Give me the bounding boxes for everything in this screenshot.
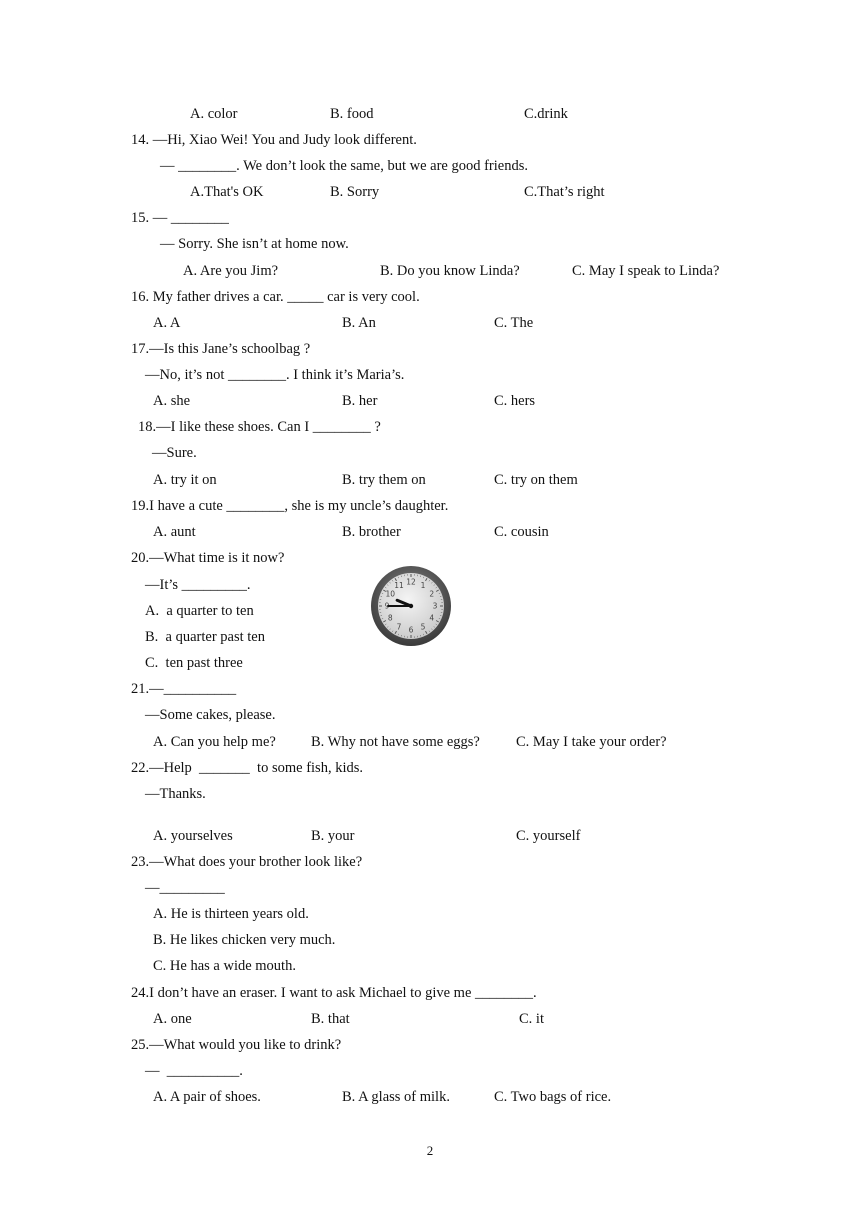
q20-response: ―It’s _________. [145, 577, 251, 593]
q18-option-c: C. try on them [494, 472, 578, 488]
q23-question: 23.—What does your brother look like? [131, 854, 363, 870]
q18-question: 18.—I like these shoes. Can I ________ ? [138, 419, 381, 435]
clock-center [409, 604, 413, 608]
q17-question: 17.—Is this Jane’s schoolbag ? [131, 341, 311, 357]
q13-option-a: A. color [190, 106, 238, 122]
q22-question: 22.—Help _______ to some fish, kids. [131, 760, 363, 776]
q16-option-a: A. A [153, 315, 181, 331]
q15-option-a: A. Are you Jim? [183, 263, 279, 279]
q15-option-c: C. May I speak to Linda? [572, 263, 720, 279]
q14-response: — ________. We don’t look the same, but we are good friends. [160, 158, 528, 174]
q15-response: — Sorry. She isn’t at home now. [160, 236, 349, 252]
q14-option-a: A.That's OK [190, 184, 264, 200]
q17-response: —No, it’s not ________. I think it’s Maria’s. [145, 367, 405, 383]
clock-image [370, 565, 452, 647]
q17-option-a: A. she [153, 393, 191, 409]
q18-response: —Sure. [152, 445, 197, 461]
q19-option-a: A. aunt [153, 524, 196, 540]
q23-response: —_________ [145, 880, 225, 896]
q14-question: 14. —Hi, Xiao Wei! You and Judy look different. [131, 132, 417, 148]
page-number: 2 [426, 1143, 434, 1158]
q21-option-b: B. Why not have some eggs? [311, 734, 480, 750]
q20-question: 20.―What time is it now? [131, 550, 285, 566]
q19-option-b: B. brother [342, 524, 401, 540]
q23-option-b: B. He likes chicken very much. [153, 932, 336, 948]
q21-question: 21.―__________ [131, 681, 237, 697]
q22-response: —Thanks. [145, 786, 206, 802]
clock-numeral: 12 [406, 577, 416, 587]
q19-option-c: C. cousin [494, 524, 549, 540]
clock-numeral: 1 [420, 580, 426, 590]
q25-option-a: A. A pair of shoes. [153, 1089, 261, 1105]
q22-option-b: B. your [311, 828, 355, 844]
q14-option-c: C.That’s right [524, 184, 605, 200]
clock-numeral: 4 [429, 613, 435, 623]
clock-numeral: 7 [396, 622, 402, 632]
clock-numeral: 9 [384, 601, 390, 611]
clock-numeral: 8 [387, 613, 393, 623]
q14-option-b: B. Sorry [330, 184, 380, 200]
clock-numeral: 5 [420, 622, 426, 632]
q13-option-b: B. food [330, 106, 374, 122]
q22-option-a: A. yourselves [153, 828, 233, 844]
q19-question: 19.I have a cute ________, she is my uncle’s daughter. [131, 498, 449, 514]
q17-option-c: C. hers [494, 393, 536, 409]
q18-option-a: A. try it on [153, 472, 217, 488]
q20-option-a: A. a quarter to ten [145, 603, 254, 619]
q25-question: 25.—What would you like to drink? [131, 1037, 342, 1053]
q18-option-b: B. try them on [342, 472, 426, 488]
q23-option-a: A. He is thirteen years old. [153, 906, 309, 922]
q25-response: — __________. [145, 1063, 243, 1079]
q25-option-b: B. A glass of milk. [342, 1089, 450, 1105]
q15-option-b: B. Do you know Linda? [380, 263, 520, 279]
q17-option-b: B. her [342, 393, 378, 409]
clock-numeral: 3 [432, 601, 438, 611]
q21-option-c: C. May I take your order? [516, 734, 667, 750]
q16-question: 16. My father drives a car. _____ car is very cool. [131, 289, 420, 305]
q24-option-b: B. that [311, 1011, 350, 1027]
q16-option-b: B. An [342, 315, 376, 331]
q24-question: 24.I don’t have an eraser. I want to ask Michael to give me ________. [131, 985, 537, 1001]
q23-option-c: C. He has a wide mouth. [153, 958, 296, 974]
clock-numeral: 6 [408, 625, 414, 635]
q24-option-a: A. one [153, 1011, 192, 1027]
q21-response: ―Some cakes, please. [145, 707, 276, 723]
q15-question: 15. — ________ [131, 210, 229, 226]
q20-option-c: C. ten past three [145, 655, 243, 671]
q22-option-c: C. yourself [516, 828, 581, 844]
q20-option-b: B. a quarter past ten [145, 629, 265, 645]
q24-option-c: C. it [519, 1011, 544, 1027]
clock-numeral: 11 [394, 580, 404, 590]
q13-option-c: C.drink [524, 106, 568, 122]
clock-numeral: 2 [429, 589, 435, 599]
q16-option-c: C. The [494, 315, 534, 331]
clock-numeral: 10 [385, 589, 395, 599]
q21-option-a: A. Can you help me? [153, 734, 276, 750]
q25-option-c: C. Two bags of rice. [494, 1089, 612, 1105]
